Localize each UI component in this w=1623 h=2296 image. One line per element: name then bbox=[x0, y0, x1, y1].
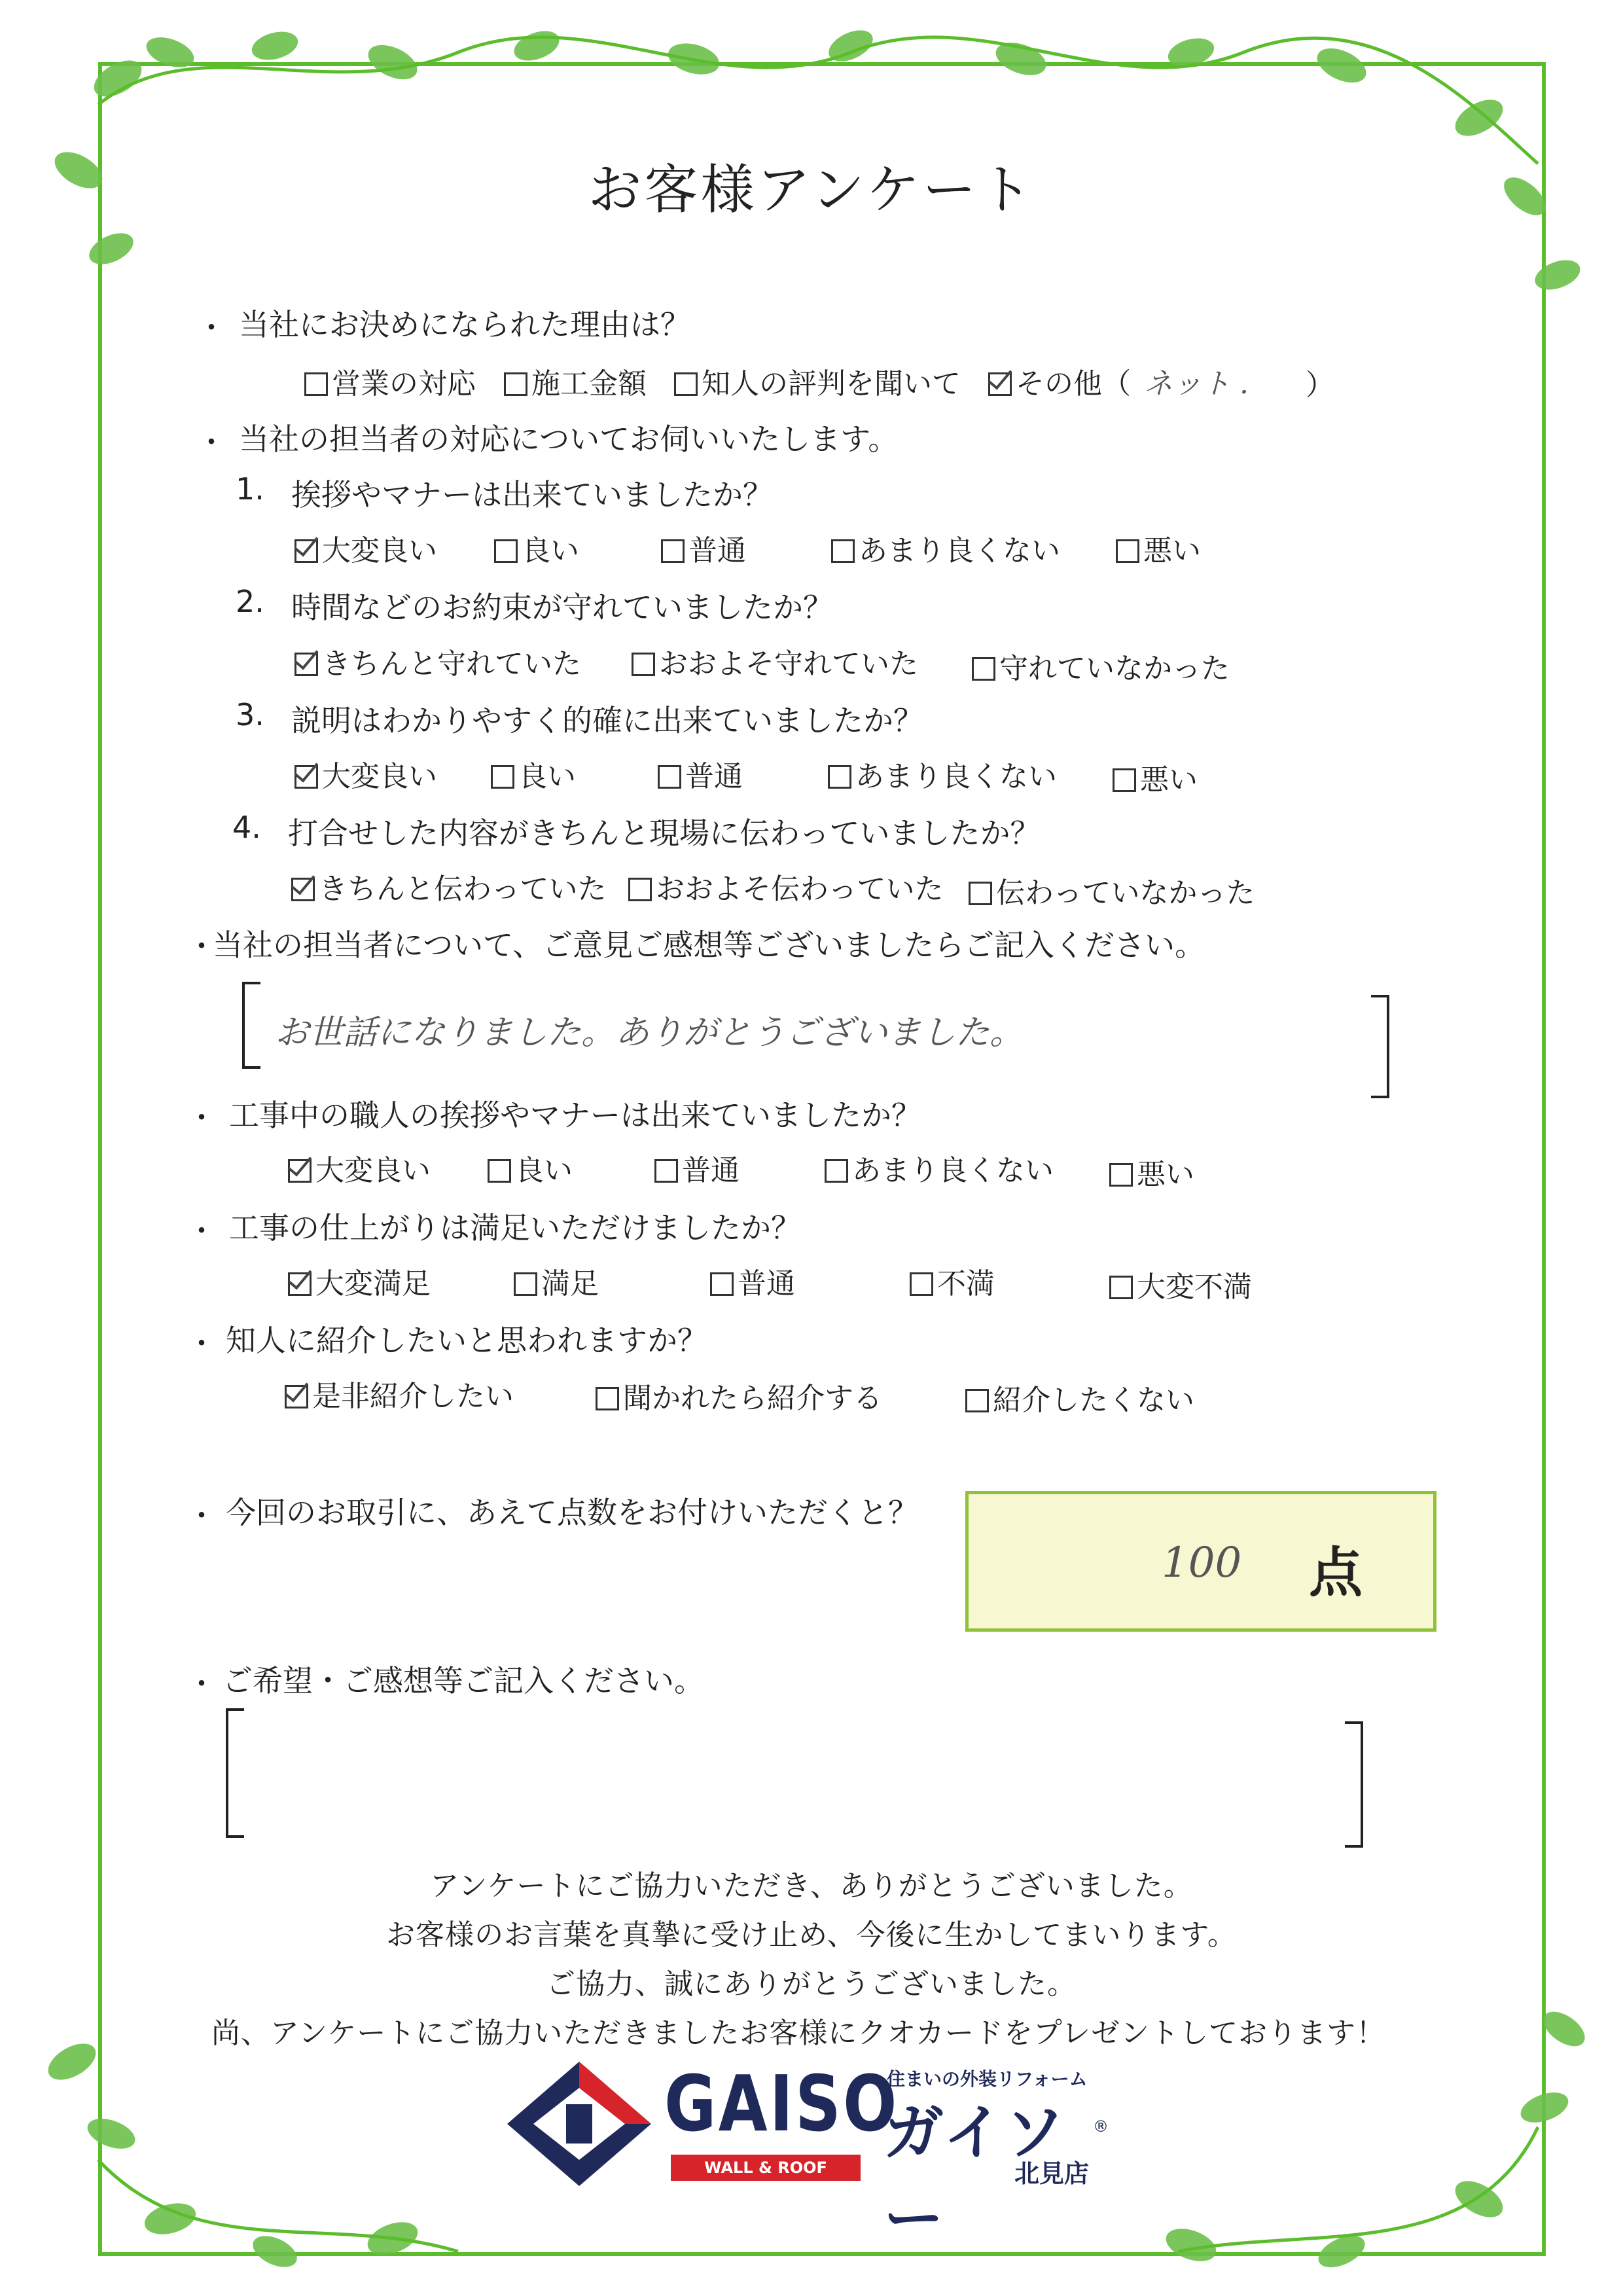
bullet: ・ bbox=[187, 1666, 217, 1702]
gaiso-mark-icon bbox=[504, 2058, 654, 2189]
q2-sub1-option-2[interactable]: 良い bbox=[494, 527, 579, 569]
score-value: 100 bbox=[1162, 1539, 1242, 1587]
question-8-text: ご希望・ご感想等ご記入ください。 bbox=[223, 1663, 704, 1698]
q4-option-4[interactable]: あまり良くない bbox=[825, 1147, 1054, 1189]
logo-branch: 北見店 bbox=[1014, 2159, 1090, 2188]
q4-option-1[interactable]: 大変良い bbox=[288, 1147, 431, 1189]
q5-option-5[interactable]: 大変不満 bbox=[1109, 1263, 1252, 1305]
q2-sub4-option-1[interactable]: きちんと伝わっていた bbox=[291, 865, 607, 907]
checkbox[interactable] bbox=[969, 882, 992, 905]
comment-bracket-right bbox=[1345, 1721, 1363, 1848]
q2-sub4-option-3[interactable]: 伝わっていなかった bbox=[969, 869, 1255, 911]
checkbox[interactable] bbox=[504, 372, 527, 396]
answer-bracket-left bbox=[242, 982, 260, 1069]
answer-bracket-right bbox=[1371, 995, 1389, 1098]
checkbox[interactable] bbox=[658, 765, 681, 789]
closing-line-1: アンケートにご協力いただき、ありがとうございました。 bbox=[430, 1869, 1193, 1903]
q2-sub3-option-4[interactable]: あまり良くない bbox=[828, 753, 1057, 795]
checkbox[interactable] bbox=[514, 1272, 537, 1296]
q2-sub4-text: 打合せした内容がきちんと現場に伝わっていましたか？ bbox=[288, 816, 1041, 851]
q5-option-1[interactable]: 大変満足 bbox=[288, 1260, 431, 1302]
q5-option-4[interactable]: 不満 bbox=[910, 1260, 995, 1302]
checkbox[interactable] bbox=[828, 765, 851, 789]
checkbox-checked[interactable] bbox=[288, 1272, 312, 1296]
q2-sub2-option-2[interactable]: おおよそ守れていた bbox=[632, 640, 918, 682]
q2-sub1-text: 挨拶やマナーは出来ていましたか？ bbox=[291, 477, 773, 512]
q2-sub4-option-2[interactable]: おおよそ伝わっていた bbox=[628, 865, 944, 907]
q2-sub3-option-5[interactable]: 悪い bbox=[1113, 756, 1198, 798]
bullet: ・ bbox=[187, 1326, 217, 1361]
q1-other-answer: ネット . bbox=[1144, 367, 1249, 401]
checkbox-checked[interactable] bbox=[294, 653, 318, 676]
q2-sub3-number: 3. bbox=[236, 697, 264, 732]
closing-line-2: お客様のお言葉を真摯に受け止め、今後に生かしてまいります。 bbox=[386, 1918, 1237, 1952]
checkbox[interactable] bbox=[596, 1387, 619, 1410]
question-5-text: 工事の仕上がりは満足いただけましたか？ bbox=[229, 1210, 801, 1246]
q2-sub2-text: 時間などのお約束が守れていましたか？ bbox=[291, 590, 833, 625]
score-unit: 点 bbox=[1309, 1542, 1363, 1604]
checkbox[interactable] bbox=[910, 1272, 933, 1296]
q2-sub1-number: 1. bbox=[236, 471, 264, 507]
bullet: ・ bbox=[187, 1100, 217, 1136]
question-1-text: 当社にお決めになられた理由は？ bbox=[239, 307, 690, 342]
comment-bracket-left bbox=[226, 1708, 244, 1838]
logo-brand: GAISO bbox=[664, 2058, 899, 2149]
question-6-text: 知人に紹介したいと思われますか？ bbox=[226, 1323, 707, 1358]
checkbox[interactable] bbox=[831, 539, 855, 563]
checkbox[interactable] bbox=[825, 1159, 848, 1183]
checkbox-checked[interactable] bbox=[294, 765, 318, 789]
bullet: ・ bbox=[187, 1498, 217, 1534]
checkbox[interactable] bbox=[632, 653, 655, 676]
closing-line-3: ご協力、誠にありがとうございました。 bbox=[546, 1967, 1077, 2001]
q2-sub1-option-4[interactable]: あまり良くない bbox=[831, 527, 1060, 569]
checkbox[interactable] bbox=[494, 539, 518, 563]
checkbox-checked[interactable] bbox=[294, 539, 318, 563]
checkbox[interactable] bbox=[710, 1272, 734, 1296]
checkbox[interactable] bbox=[1116, 539, 1139, 563]
checkbox[interactable] bbox=[661, 539, 685, 563]
q1-option-1[interactable]: 営業の対応 bbox=[304, 360, 476, 402]
checkbox[interactable] bbox=[628, 878, 652, 901]
bullet: ・ bbox=[187, 929, 217, 964]
checkbox-checked[interactable] bbox=[291, 878, 315, 901]
checkbox-checked[interactable] bbox=[285, 1385, 308, 1408]
checkbox[interactable] bbox=[965, 1389, 989, 1412]
gaiso-logo bbox=[504, 2055, 1119, 2254]
checkbox[interactable] bbox=[674, 372, 698, 396]
q4-option-5[interactable]: 悪い bbox=[1109, 1151, 1194, 1193]
question-7-text: 今回のお取引に、あえて点数をお付けいただくと？ bbox=[226, 1495, 918, 1530]
score-box[interactable] bbox=[965, 1491, 1436, 1632]
q6-option-3[interactable]: 紹介したくない bbox=[965, 1376, 1194, 1418]
question-2-text: 当社の担当者の対応についてお伺いいたします。 bbox=[239, 422, 899, 457]
q2-sub2-option-1[interactable]: きちんと守れていた bbox=[294, 640, 581, 682]
bullet: ・ bbox=[196, 425, 226, 460]
q2-sub3-option-1[interactable]: 大変良い bbox=[294, 753, 437, 795]
closing-line-4: 尚、アンケートにご協力いただきましたお客様にクオカードをプレゼントしております！ bbox=[211, 2017, 1386, 2050]
checkbox[interactable] bbox=[1109, 1163, 1133, 1187]
q2-sub3-option-2[interactable]: 良い bbox=[491, 753, 576, 795]
bullet: ・ bbox=[196, 310, 226, 346]
logo-kana: ガイソー bbox=[883, 2098, 1067, 2254]
checkbox[interactable] bbox=[1109, 1276, 1133, 1299]
q5-option-2[interactable]: 満足 bbox=[514, 1260, 599, 1302]
q2-sub1-option-5[interactable]: 悪い bbox=[1116, 527, 1201, 569]
bullet: ・ bbox=[187, 1213, 217, 1249]
q4-option-2[interactable]: 良い bbox=[488, 1147, 573, 1189]
checkbox[interactable] bbox=[1113, 768, 1136, 792]
checkbox-checked[interactable] bbox=[988, 372, 1012, 396]
question-3-text: 当社の担当者について、ご意見ご感想等ございましたらご記入ください。 bbox=[213, 927, 1205, 963]
checkbox[interactable] bbox=[491, 765, 514, 789]
q3-answer: お世話になりました。ありがとうございました。 bbox=[275, 1013, 1024, 1052]
q2-sub2-option-3[interactable]: 守れていなかった bbox=[972, 645, 1230, 687]
question-4-text: 工事中の職人の挨拶やマナーは出来ていましたか？ bbox=[229, 1098, 921, 1133]
checkbox[interactable] bbox=[654, 1159, 678, 1183]
logo-registered: ® bbox=[1093, 2117, 1109, 2136]
q1-option-2[interactable]: 施工金額 bbox=[504, 360, 647, 402]
q1-option-3[interactable]: 知人の評判を聞いて bbox=[674, 360, 961, 402]
q2-sub3-text: 説明はわかりやすく的確に出来ていましたか？ bbox=[291, 703, 923, 738]
q2-sub3-option-3[interactable]: 普通 bbox=[658, 753, 743, 795]
q2-sub4-number: 4. bbox=[232, 810, 261, 845]
q2-sub1-option-1[interactable]: 大変良い bbox=[294, 527, 437, 569]
logo-tagline: 住まいの外装リフォーム bbox=[887, 2068, 1088, 2090]
q5-option-3[interactable]: 普通 bbox=[710, 1260, 795, 1302]
checkbox[interactable] bbox=[488, 1159, 511, 1183]
q2-sub1-option-3[interactable]: 普通 bbox=[661, 527, 746, 569]
checkbox[interactable] bbox=[972, 657, 995, 681]
logo-sub: WALL & ROOF REFORM bbox=[671, 2155, 861, 2181]
checkbox-checked[interactable] bbox=[288, 1159, 312, 1183]
q2-sub2-number: 2. bbox=[236, 584, 264, 619]
q1-option-4[interactable]: その他（ ネット . bbox=[988, 360, 1249, 402]
survey-title: お客様アンケート bbox=[588, 159, 1035, 221]
q4-option-3[interactable]: 普通 bbox=[654, 1147, 740, 1189]
q1-close-paren: ） bbox=[1306, 368, 1334, 402]
checkbox[interactable] bbox=[304, 372, 328, 396]
q6-option-1[interactable]: 是非紹介したい bbox=[285, 1372, 514, 1414]
q6-option-2[interactable]: 聞かれたら紹介する bbox=[596, 1374, 882, 1416]
